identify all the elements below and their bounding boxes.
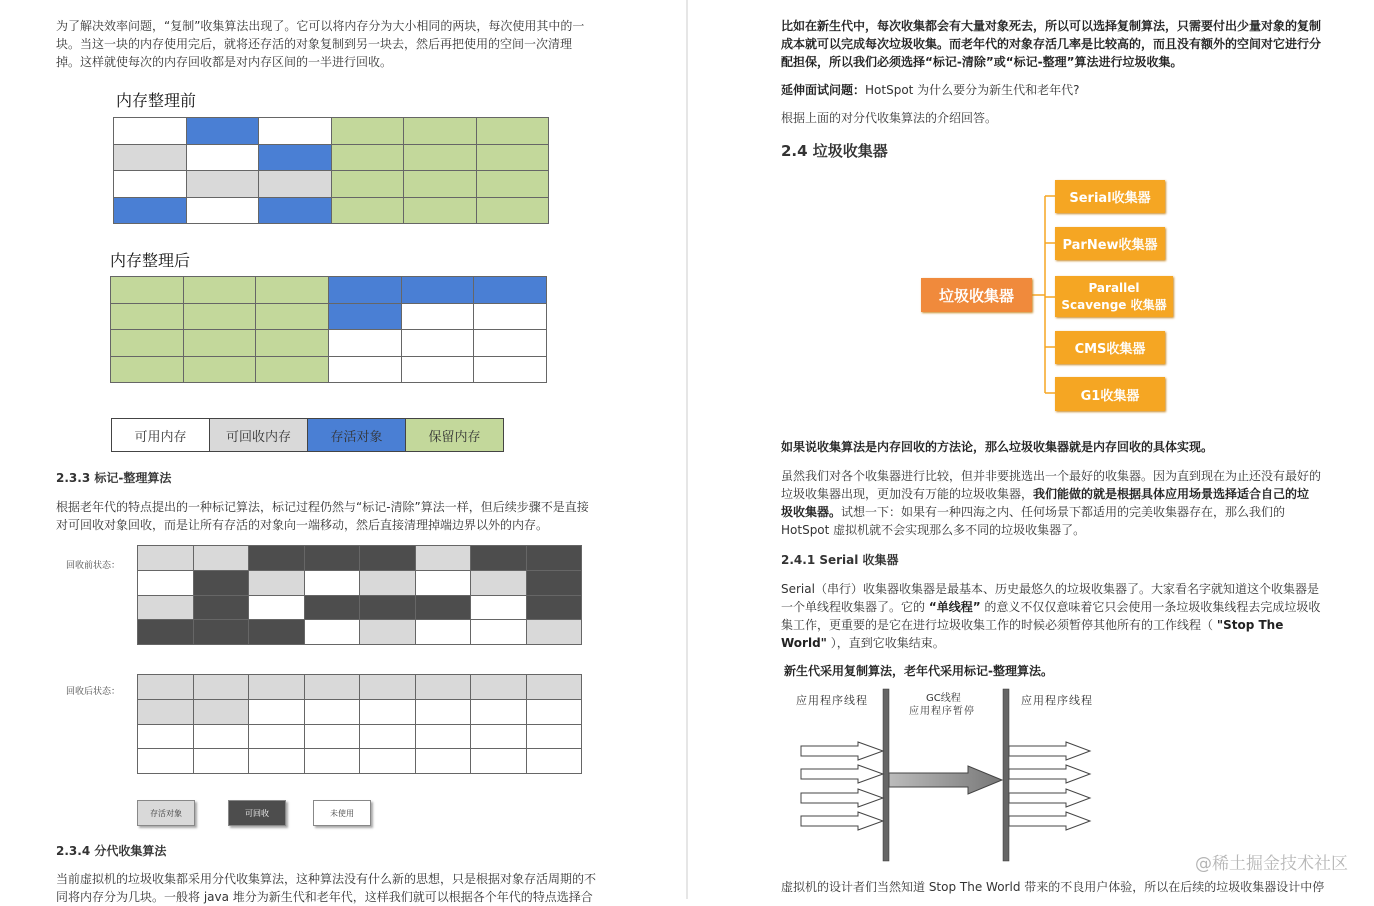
diagram-mid-label-2: 应用程序暂停 [909, 706, 975, 717]
legend-alive-object: 存活对象 [137, 800, 195, 826]
mark-compact-after-cell [415, 749, 471, 774]
legend-recyclable: 可回收 [228, 800, 286, 826]
memory-after-grid [110, 276, 547, 383]
memory-before-cell [476, 118, 549, 145]
mark-compact-after-cell [360, 699, 416, 724]
mark-compact-after-cell [138, 675, 194, 700]
fig1-title-after: 内存整理后 [110, 251, 191, 270]
mark-compact-before-cell [138, 620, 194, 645]
mark-compact-after-cell [138, 699, 194, 724]
mark-compact-before-cell [471, 570, 527, 595]
legend-reserved: 保留内存 [406, 419, 503, 451]
para3-part-b: “单线程” [928, 600, 981, 614]
mark-compact-after-cell [138, 724, 194, 749]
memory-after-cell [401, 356, 474, 383]
section-2-3-3-text: 根据老年代的特点提出的一种标记算法，标记过程仍然与“标记-清除”算法一样，但后续步骤不是直接对可回收对象回收，而是让所有存活的对象向一端移动，然后直接清理掉端边界以外的内存。 [56, 500, 589, 532]
right-thread-arrows [1009, 742, 1090, 830]
fig1-title-before: 内存整理前 [116, 91, 197, 110]
memory-before-cell [259, 171, 332, 198]
section-2-3-4-title: 2.3.4 分代收集算法 [56, 844, 167, 858]
memory-after-cell [474, 330, 547, 357]
memory-before-cell [331, 197, 404, 224]
mark-compact-before-cell [138, 546, 194, 571]
mark-compact-after-cell [360, 675, 416, 700]
memory-after-cell [111, 356, 184, 383]
right-page [688, 0, 1374, 899]
memory-after-cell [183, 303, 256, 330]
mindmap-g1: G1收集器 [1055, 377, 1165, 411]
memory-before-cell [186, 118, 259, 145]
mark-compact-before-cell [249, 620, 305, 645]
memory-before-cell [114, 171, 187, 198]
memory-after-cell [474, 303, 547, 330]
mark-compact-before-cell [526, 620, 582, 645]
mark-compact-before-cell [415, 570, 471, 595]
mark-compact-before-cell [249, 595, 305, 620]
para3-part-d: "Stop The World" [781, 618, 1284, 650]
para3-part-a: Serial（串行）收集器收集器是最基本、历史最悠久的垃圾收集器了。大家看名字就知道这个收集器是一个单线程收集器了。它的 [781, 582, 1319, 614]
mark-compact-after-cell [471, 749, 527, 774]
memory-after-cell [401, 330, 474, 357]
memory-before-cell [404, 197, 477, 224]
diagram-mid-label-1: GC线程 [926, 693, 961, 704]
mark-compact-after-cell [249, 675, 305, 700]
mark-compact-before-cell [360, 570, 416, 595]
mark-compact-after-cell [304, 699, 360, 724]
bottom-paragraph: 虚拟机的设计者们当然知道 Stop The World 带来的不良用户体验，所以在后续的垃圾收集器设计中停 [781, 880, 1325, 894]
memory-after-cell [183, 330, 256, 357]
fig1-legend [111, 418, 504, 452]
mark-compact-after-cell [415, 675, 471, 700]
mark-compact-before-cell [360, 546, 416, 571]
mark-compact-after-cell [526, 699, 582, 724]
section-2-3-4-text: 当前虚拟机的垃圾收集都采用分代收集算法，这种算法没有什么新的思想，只是根据对象存活周期的不同将内存分为几块。一般将 java 堆分为新生代和老年代，这样我们就可以根据各个年代的特点选择合 [56, 872, 597, 904]
memory-before-cell [404, 118, 477, 145]
mark-compact-before-cell [526, 595, 582, 620]
memory-after-cell [111, 277, 184, 304]
memory-before-cell [186, 171, 259, 198]
memory-before-cell [331, 118, 404, 145]
mark-compact-before-cell [471, 620, 527, 645]
memory-before-cell [259, 118, 332, 145]
para2-part-c: 试想一下：如果有一种四海之内、任何场景下都适用的完美收集器存在，那么我们的 HotSpot 虚拟机就不会实现那么多不同的垃圾收集器了。 [781, 505, 1286, 537]
memory-before-cell [259, 197, 332, 224]
legend-available: 可用内存 [112, 419, 210, 451]
mark-compact-after-cell [415, 699, 471, 724]
mark-compact-before-cell [415, 546, 471, 571]
mark-compact-after-cell [193, 699, 249, 724]
mark-compact-after-grid [137, 674, 582, 774]
mark-compact-before-cell [193, 570, 249, 595]
section-2-3-3-title: 2.3.3 标记-整理算法 [56, 471, 172, 485]
memory-after-cell [328, 303, 401, 330]
mark-compact-before-cell [415, 595, 471, 620]
left-thread-arrows [801, 742, 883, 830]
mark-compact-before-cell [360, 620, 416, 645]
legend-reclaimable: 可回收内存 [210, 419, 308, 451]
memory-before-cell [331, 144, 404, 171]
para3-part-c: 的意义不仅仅意味着它只会使用一条垃圾收集线程去完成垃圾收集工作，更重要的是它在进行垃圾收集工作的时候必须暂停其他所有的工作线程（ [781, 600, 1321, 632]
section-2-4-1-title: 2.4.1 Serial 收集器 [781, 553, 899, 567]
memory-before-cell [476, 171, 549, 198]
mark-compact-before-cell [304, 570, 360, 595]
memory-after-cell [111, 330, 184, 357]
mark-compact-after-cell [193, 724, 249, 749]
answer-hint: 根据上面的对分代收集算法的介绍回答。 [781, 111, 998, 125]
mark-compact-before-cell [304, 620, 360, 645]
mark-compact-before-cell [471, 595, 527, 620]
memory-after-cell [401, 277, 474, 304]
mark-compact-before-cell [193, 595, 249, 620]
mark-compact-after-cell [471, 699, 527, 724]
gc-algorithm-note: 新生代采用复制算法，老年代采用标记-整理算法。 [784, 664, 1053, 678]
mark-compact-after-cell [415, 724, 471, 749]
mark-compact-before-cell [138, 570, 194, 595]
memory-after-cell [183, 356, 256, 383]
mindmap-cms: CMS收集器 [1055, 331, 1165, 364]
memory-before-cell [404, 144, 477, 171]
memory-after-cell [474, 277, 547, 304]
mark-compact-before-cell [304, 546, 360, 571]
mark-compact-before-cell [526, 570, 582, 595]
memory-after-cell [256, 303, 329, 330]
mark-compact-after-cell [138, 749, 194, 774]
para2-part-a: 虽然我们对各个收集器进行比较，但并非要挑选出一个最好的收集器。因为直到现在为止还没有最好的垃圾收集器出现，更加没有万能的垃圾收集器， [781, 469, 1322, 501]
diagram-right-label: 应用程序线程 [1021, 694, 1093, 707]
memory-before-cell [476, 144, 549, 171]
mark-compact-after-cell [471, 675, 527, 700]
legend-alive: 存活对象 [308, 419, 406, 451]
mark-compact-after-cell [360, 724, 416, 749]
mark-compact-after-cell [304, 749, 360, 774]
mindmap-parnew: ParNew收集器 [1055, 227, 1165, 260]
memory-before-cell [114, 118, 187, 145]
mark-compact-after-cell [249, 749, 305, 774]
memory-before-cell [114, 197, 187, 224]
mark-compact-before-grid [137, 545, 582, 645]
memory-before-cell [331, 171, 404, 198]
legend-unused: 未使用 [313, 800, 371, 826]
memory-after-cell [256, 330, 329, 357]
section-2-4-title: 2.4 垃圾收集器 [781, 142, 888, 160]
interview-question-text: HotSpot 为什么要分为新生代和老年代? [865, 83, 1080, 97]
memory-before-cell [259, 144, 332, 171]
mark-compact-after-cell [249, 724, 305, 749]
mark-compact-before-cell [360, 595, 416, 620]
mark-compact-after-cell [526, 749, 582, 774]
mark-compact-after-cell [526, 724, 582, 749]
left-page [0, 0, 686, 904]
intro-paragraph: 为了解决效率问题，“复制”收集算法出现了。它可以将内存分为大小相同的两块，每次使用其中的一块。当这一块的内存使用完后，就将还存活的对象复制到另一块去，然后再把使用的空间一次清理掉。这样就使每次的内存回收都是对内存区间的一半进行回收。 [56, 19, 585, 69]
memory-after-cell [328, 330, 401, 357]
memory-after-cell [474, 356, 547, 383]
diagram-left-label: 应用程序线程 [796, 694, 868, 707]
mark-compact-after-cell [304, 675, 360, 700]
mark-compact-before-cell [193, 546, 249, 571]
gc-thread-arrow [889, 766, 1002, 794]
memory-after-cell [256, 356, 329, 383]
interview-label: 延伸面试问题： [781, 83, 866, 97]
mark-compact-before-cell [471, 546, 527, 571]
mark-compact-after-cell [193, 675, 249, 700]
para2-part-b: 我们能做的就是根据具体应用场景选择适合自己的垃圾收集器。 [781, 487, 1310, 519]
memory-before-cell [404, 171, 477, 198]
memory-after-cell [328, 277, 401, 304]
mark-compact-after-cell [193, 749, 249, 774]
mark-compact-before-cell [249, 546, 305, 571]
mark-compact-before-cell [526, 546, 582, 571]
memory-after-cell [401, 303, 474, 330]
mark-compact-before-cell [249, 570, 305, 595]
memory-before-cell [186, 197, 259, 224]
memory-before-cell [114, 144, 187, 171]
memory-before-cell [476, 197, 549, 224]
mark-compact-before-cell [138, 595, 194, 620]
mark-compact-after-cell [360, 749, 416, 774]
watermark: @稀土掘金技术社区 [1195, 854, 1348, 874]
collector-summary: 如果说收集算法是内存回收的方法论，那么垃圾收集器就是内存回收的具体实现。 [781, 440, 1214, 454]
mindmap-root-garbage-collector: 垃圾收集器 [921, 278, 1032, 312]
memory-after-cell [328, 356, 401, 383]
mindmap-serial: Serial收集器 [1055, 180, 1165, 213]
mark-compact-after-cell [471, 724, 527, 749]
mark-compact-after-cell [526, 675, 582, 700]
memory-before-grid [113, 117, 549, 224]
memory-before-cell [186, 144, 259, 171]
mark-compact-after-cell [304, 724, 360, 749]
gc-end-bar [1003, 689, 1009, 861]
generational-bold-paragraph: 比如在新生代中，每次收集都会有大量对象死去，所以可以选择复制算法，只需要付出少量对象的复制成本就可以完成每次垃圾收集。而老年代的对象存活几率是比较高的，而且没有额外的空间对它进行分配担保，所以我们必须选择“标记-清除”或“标记-整理”算法进行垃圾收集。 [781, 19, 1322, 69]
mark-compact-after-cell [249, 699, 305, 724]
memory-after-cell [111, 303, 184, 330]
mindmap-parallel-scavenge: Parallel Scavenge 收集器 [1055, 276, 1173, 317]
serial-collector-diagram [688, 0, 1374, 899]
mark-compact-before-cell [415, 620, 471, 645]
mark-compact-before-cell [193, 620, 249, 645]
gc-start-bar [883, 689, 889, 861]
para3-part-e: ），直到它收集结束。 [826, 636, 945, 650]
label-before-state: 回收前状态： [66, 561, 121, 571]
memory-after-cell [256, 277, 329, 304]
mark-compact-before-cell [304, 595, 360, 620]
memory-after-cell [183, 277, 256, 304]
label-after-state: 回收后状态： [66, 687, 121, 697]
